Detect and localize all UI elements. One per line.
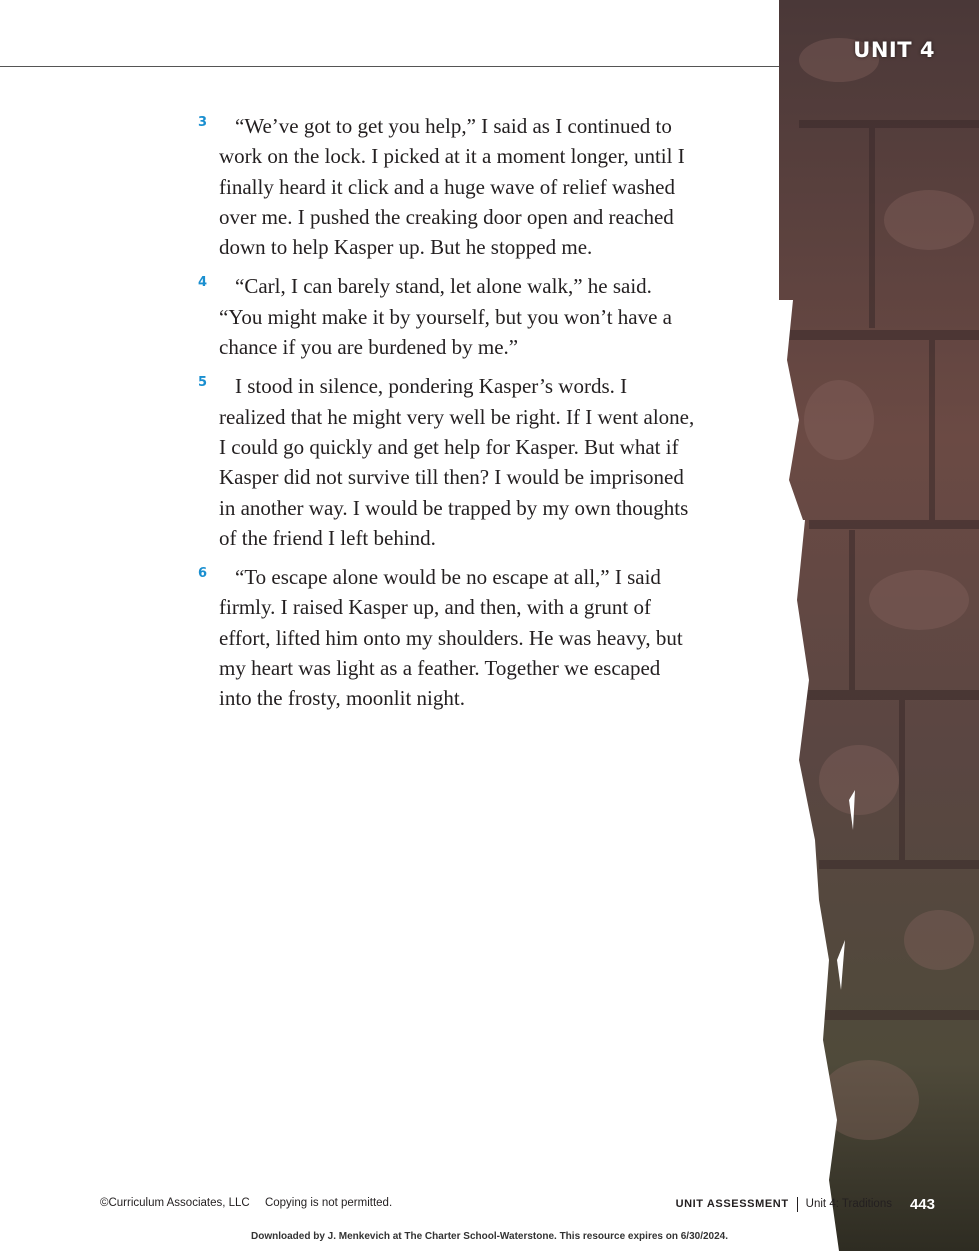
page-number: 443 <box>909 1195 935 1213</box>
paragraph-text: “We’ve got to get you help,” I said as I continued to work on the lock. I picked at it a moment longer, until I finally heard it click and a huge wave of relief washed over me. I pushed the creaking door open and reached down to help Kasper up. But he stopped me. <box>219 114 685 260</box>
copyright-text: ©Curriculum Associates, LLC <box>100 1197 250 1209</box>
unit-name: Unit 4: Traditions <box>805 1198 892 1210</box>
header-rule <box>0 66 800 67</box>
paragraph <box>198 271 698 362</box>
paragraph-text: “To escape alone would be no escape at all,” I said firmly. I raised Kasper up, and then, with a grunt of effort, lifted him onto my shoulders. He was heavy, but my heart was light as a feather. Together we escaped into the frosty, moonlit night. <box>219 565 683 711</box>
paragraph-number: 3 <box>198 115 208 130</box>
paragraph-number: 4 <box>198 275 208 291</box>
paragraph-number: 5 <box>198 375 208 391</box>
copy-notice: Copying is not permitted. <box>264 1197 393 1209</box>
section-label: UNIT ASSESSMENT <box>675 1198 789 1210</box>
paragraph <box>198 562 698 713</box>
footer-divider <box>797 1197 798 1212</box>
paragraph-number: 6 <box>198 566 208 582</box>
footer-section <box>676 1194 935 1214</box>
page-footer <box>0 1194 979 1216</box>
paragraph <box>198 371 698 553</box>
passage <box>198 111 698 723</box>
copyright-line <box>100 1197 404 1209</box>
unit-label: UNIT 4 <box>853 38 935 62</box>
paragraph-text: “Carl, I can barely stand, let alone walk,” he said. “You might make it by yourself, but you won’t have a chance if you are burdened by me.” <box>219 274 673 360</box>
stone-wall-image <box>779 0 979 1251</box>
paragraph-text: I stood in silence, pondering Kasper’s words. I realized that he might very well be right. If I went alone, I could go quickly and get help for Kasper. But what if Kasper did not survive till then? I would be imprisoned in another way. I would be trapped by my own thoughts of the friend I left behind. <box>219 374 695 550</box>
download-note: Downloaded by J. Menkevich at The Charter School-Waterstone. This resource expires on 6/30/2024. <box>251 1231 728 1242</box>
paragraph <box>198 111 698 262</box>
